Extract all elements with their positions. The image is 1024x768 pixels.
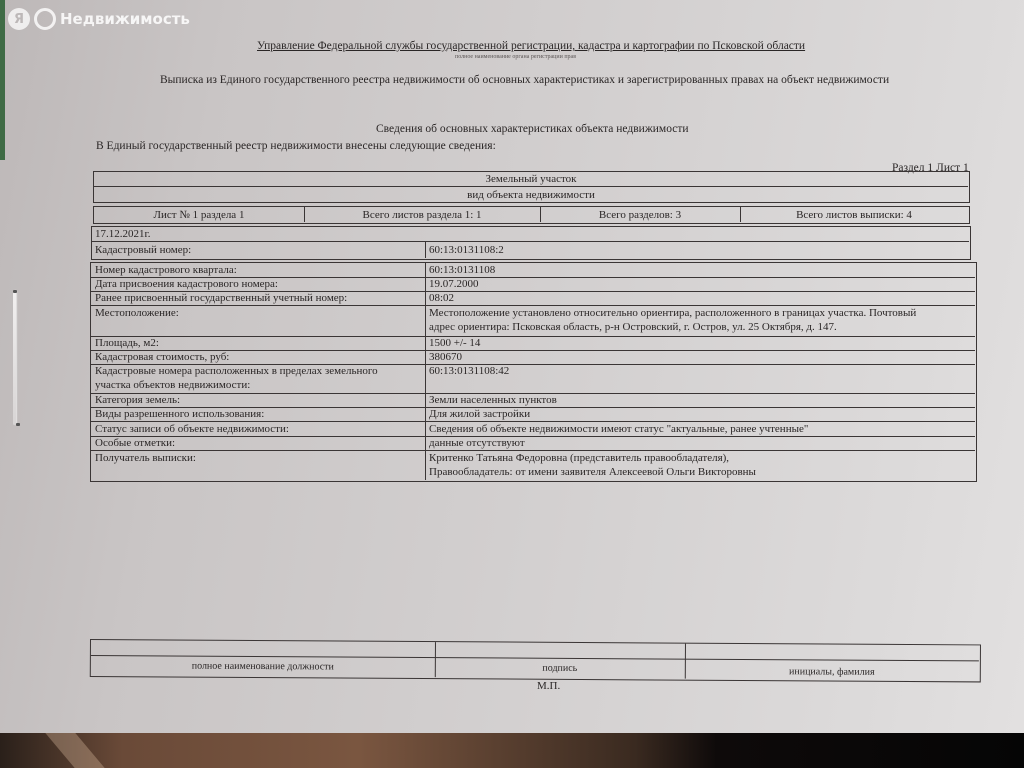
- sheet-info-box: [93, 206, 970, 224]
- row-divider: [91, 450, 975, 451]
- binding-hole-icon: [13, 290, 17, 293]
- row-value-location-line2: адрес ориентира: Псковская область, р-н Островский, г. Остров, ул. 25 Октября, д. 147.: [429, 321, 837, 333]
- row-label-area: Площадь, м2:: [95, 337, 159, 349]
- signature-table: [90, 639, 981, 682]
- row-label-location: Местоположение:: [95, 307, 179, 319]
- row-divider: [91, 421, 975, 422]
- row-label-recipient: Получатель выписки:: [95, 452, 196, 464]
- section-sheet-label: Раздел 1 Лист 1: [892, 162, 969, 174]
- row-divider: [91, 336, 975, 337]
- sheet-number: Лист № 1 раздела 1: [153, 209, 245, 221]
- row-value-special-notes: данные отсутствуют: [429, 437, 525, 449]
- row-value-area: 1500 +/- 14: [429, 337, 481, 349]
- row-value-cadastral-quarter: 60:13:0131108: [429, 264, 496, 276]
- row-value-permitted-use: Для жилой застройки: [429, 408, 531, 420]
- binding-thread: [13, 290, 16, 425]
- row-label-previous-number: Ранее присвоенный государственный учетный номер:: [95, 292, 348, 304]
- row-divider: [91, 305, 975, 306]
- row-label-assignment-date: Дата присвоения кадастрового номера:: [95, 278, 278, 290]
- row-label-cadastral-value: Кадастровая стоимость, руб:: [95, 351, 230, 363]
- row-label-objects-within-line1: Кадастровые номера расположенных в пределах земельного: [95, 365, 378, 377]
- row-value-land-category: Земли населенных пунктов: [429, 394, 557, 406]
- object-type-caption: вид объекта недвижимости: [467, 189, 595, 201]
- row-label-special-notes: Особые отметки:: [95, 437, 176, 449]
- total-sections: Всего разделов: 3: [598, 209, 682, 221]
- background-edge: [0, 0, 5, 160]
- name-caption: инициалы, фамилия: [788, 666, 875, 678]
- row-label-permitted-use: Виды разрешенного использования:: [95, 408, 265, 420]
- signature-caption: подпись: [542, 662, 578, 674]
- watermark: [8, 8, 190, 30]
- document-title: Выписка из Единого государственного реестра недвижимости об основных характеристиках и зарегистрированных правах на объект недвижимости: [160, 74, 890, 86]
- row-value-assignment-date: 19.07.2000: [429, 278, 479, 290]
- row-value-recipient-line2: Правообладатель: от имени заявителя Алексеевой Ольги Викторовны: [429, 466, 756, 478]
- stamp-place: М.П.: [537, 680, 561, 692]
- intro-text: В Единый государственный реестр недвижимости внесены следующие сведения:: [96, 140, 496, 152]
- row-value-previous-number: 08:02: [429, 292, 455, 304]
- organization-name: Управление Федеральной службы государственной регистрации, кадастра и картографии по Псковской области: [257, 40, 806, 52]
- row-value-cadastral-value: 380670: [429, 351, 462, 363]
- cadastral-number-label: Кадастровый номер:: [95, 244, 192, 256]
- background-floor: [0, 733, 1024, 768]
- row-label-record-status: Статус записи об объекте недвижимости:: [95, 423, 289, 435]
- object-type-box: [93, 171, 970, 203]
- row-value-recipient-line1: Критенко Татьяна Федоровна (представитель правообладателя),: [429, 452, 730, 464]
- cadastral-box: [91, 226, 971, 260]
- yandex-logo-icon: Я: [8, 8, 30, 30]
- row-value-record-status: Сведения об объекте недвижимости имеют статус "актуальные, ранее учтенные": [429, 423, 809, 435]
- organization-caption: полное наименование органа регистрации прав: [455, 54, 577, 60]
- divider: [94, 186, 968, 187]
- object-type: Земельный участок: [485, 173, 577, 185]
- extract-date: 17.12.2021г.: [95, 228, 151, 240]
- row-label-objects-within-line2: участка объектов недвижимости:: [95, 379, 251, 391]
- divider: [425, 242, 426, 258]
- row-label-cadastral-quarter: Номер кадастрового квартала:: [95, 264, 237, 276]
- column-divider: [425, 263, 426, 480]
- row-value-objects-within: 60:13:0131108:42: [429, 365, 510, 377]
- position-caption: полное наименование должности: [191, 660, 334, 673]
- characteristics-table: [90, 262, 977, 482]
- row-value-location-line1: Местоположение установлено относительно ориентира, расположенного в границах участка. Почтовый: [429, 307, 917, 319]
- row-divider: [91, 436, 975, 437]
- row-label-land-category: Категория земель:: [95, 394, 181, 406]
- binding-hole-icon: [16, 423, 20, 426]
- house-logo-icon: [34, 8, 56, 30]
- cadastral-number-value: 60:13:0131108:2: [429, 244, 504, 256]
- watermark-label: Недвижимость: [60, 10, 190, 28]
- divider: [92, 241, 969, 242]
- total-sheets: Всего листов выписки: 4: [796, 209, 912, 221]
- sheets-in-section: Всего листов раздела 1: 1: [362, 209, 482, 221]
- section-title: Сведения об основных характеристиках объекта недвижимости: [376, 123, 689, 135]
